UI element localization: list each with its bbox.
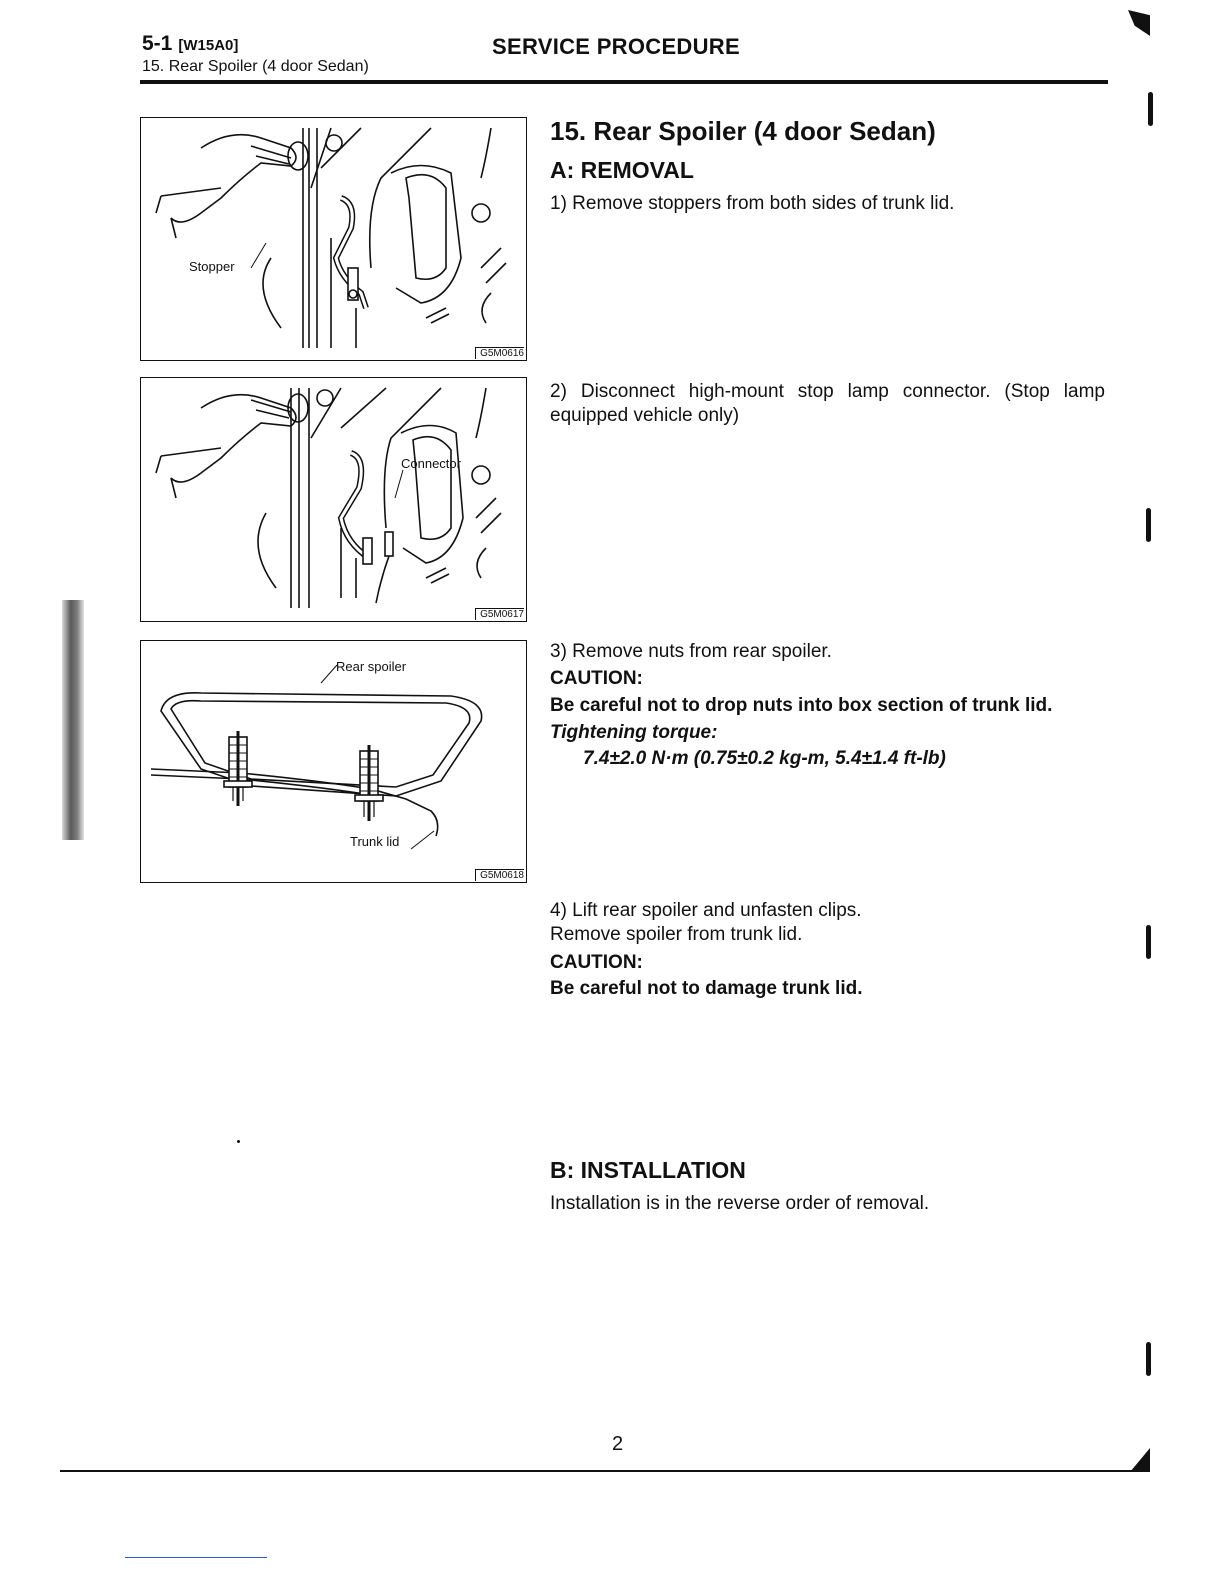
step-3: 3) Remove nuts from rear spoiler. <box>550 641 832 662</box>
figure-label-trunk-lid: Trunk lid <box>350 834 400 849</box>
caution-text: Be careful not to drop nuts into box section of trunk lid. <box>550 695 1053 716</box>
connector-illustration <box>141 378 526 621</box>
figure-stopper <box>140 117 527 361</box>
removal-title: A: REMOVAL <box>550 157 694 183</box>
scan-mark-bottom <box>1130 1448 1150 1472</box>
figure-rear-spoiler <box>140 640 527 883</box>
step-4-line-1: 4) Lift rear spoiler and unfasten clips. <box>550 900 862 921</box>
installation-text: Installation is in the reverse order of removal. <box>550 1193 930 1214</box>
section-number-text: 5-1 <box>142 32 173 55</box>
page-number: 2 <box>612 1433 624 1455</box>
figure-connector <box>140 377 527 622</box>
caution-label: CAUTION: <box>550 952 643 973</box>
step-2: 2) Disconnect high-mount stop lamp connector. (Stop lamp equipped vehicle only) <box>550 381 1105 426</box>
scan-mark-top <box>1128 10 1150 36</box>
figure-code: G5M0616 <box>475 347 524 359</box>
torque-value: 7.4±2.0 N·m (0.75±0.2 kg-m, 5.4±1.4 ft-lb) <box>583 748 946 769</box>
scan-mark <box>1148 92 1153 126</box>
torque-label: Tightening torque: <box>550 722 718 743</box>
figure-label-rear-spoiler: Rear spoiler <box>336 659 407 674</box>
scan-mark <box>1146 925 1151 959</box>
stopper-illustration <box>141 118 526 360</box>
step-1: 1) Remove stoppers from both sides of trunk lid. <box>550 193 955 214</box>
figure-code: G5M0618 <box>475 869 524 881</box>
scan-dot <box>237 1140 240 1143</box>
footer-rule <box>60 1470 1150 1472</box>
blue-rule <box>125 1557 267 1558</box>
header-rule <box>140 80 1108 84</box>
page-title: SERVICE PROCEDURE <box>492 34 740 59</box>
section-title: 15. Rear Spoiler (4 door Sedan) <box>550 116 936 146</box>
scan-mark <box>1146 508 1151 542</box>
scan-binding-shadow <box>62 600 84 840</box>
caution-text: Be careful not to damage trunk lid. <box>550 978 863 999</box>
step-4-line-2: Remove spoiler from trunk lid. <box>550 924 803 945</box>
caution-label: CAUTION: <box>550 668 643 689</box>
installation-title: B: INSTALLATION <box>550 1157 746 1183</box>
header-subtitle: 15. Rear Spoiler (4 door Sedan) <box>142 58 369 75</box>
figure-label-stopper: Stopper <box>189 259 235 274</box>
scan-mark <box>1146 1342 1151 1376</box>
figure-code: G5M0617 <box>475 608 524 620</box>
spoiler-illustration <box>141 641 526 882</box>
figure-label-connector: Connector <box>401 456 461 471</box>
section-number <box>142 32 238 56</box>
section-code: [W15A0] <box>178 37 239 54</box>
